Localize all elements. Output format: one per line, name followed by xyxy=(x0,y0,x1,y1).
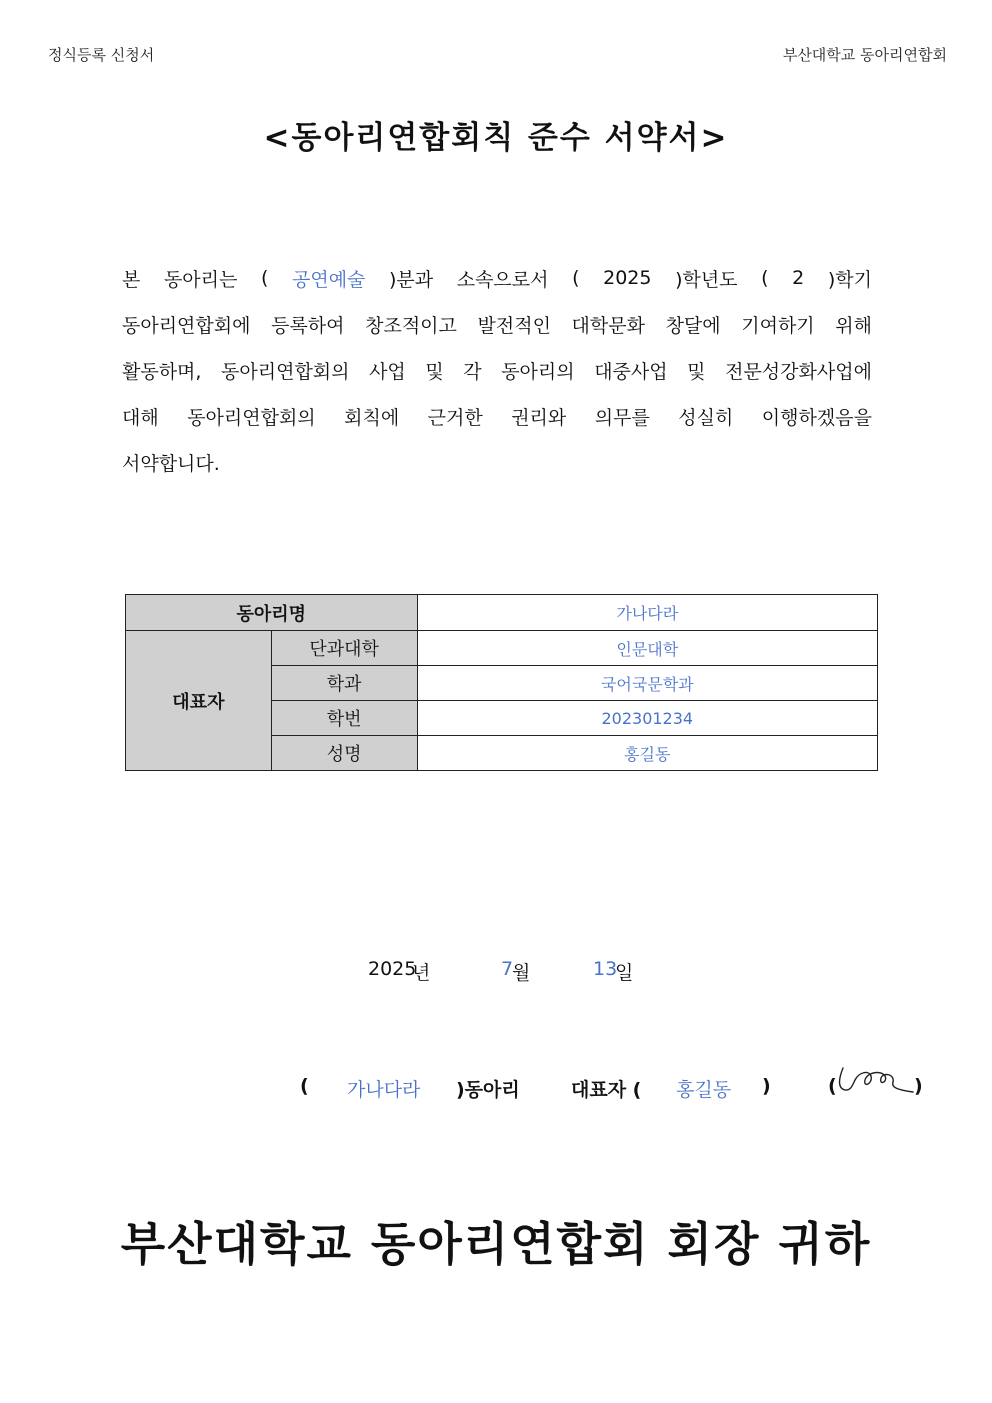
pledge-word: 본 xyxy=(122,268,141,291)
pledge-word: 각 xyxy=(463,360,482,383)
table-row xyxy=(126,595,878,631)
pledge-word: 동아리연합회에 xyxy=(122,314,251,337)
club-suffix: )동아리 xyxy=(456,1079,520,1101)
pledge-word: ( xyxy=(260,267,269,289)
pledge-word: 창조적이고 xyxy=(365,314,457,337)
student-id-value[interactable]: 202301234 xyxy=(417,701,877,736)
pledge-word: 전문성강화사업에 xyxy=(725,360,872,383)
club-name-label: 동아리명 xyxy=(126,595,418,631)
department-label: 학과 xyxy=(271,666,417,701)
pledge-word: 동아리는 xyxy=(163,268,238,291)
pledge-word: )분과 xyxy=(389,268,434,291)
pledge-word: 회칙에 xyxy=(344,406,400,429)
signature-paren-close: ) xyxy=(914,1075,923,1097)
pledge-line-4 xyxy=(122,393,872,439)
pledge-word: 대학문화 xyxy=(571,314,645,337)
club-name-value[interactable]: 가나다라 xyxy=(417,595,877,631)
pledge-word: 대해 xyxy=(122,406,159,429)
year-unit: 년 xyxy=(412,962,431,984)
day-value[interactable]: 13 xyxy=(593,958,618,980)
college-value[interactable]: 인문대학 xyxy=(417,631,877,666)
pledge-word: )학년도 xyxy=(675,268,738,291)
division-field[interactable]: 공연예술 xyxy=(291,268,366,291)
handwritten-signature[interactable] xyxy=(835,1062,915,1098)
pledge-word: 등록하여 xyxy=(271,314,345,337)
pledge-word: 활동하며, xyxy=(122,360,202,383)
pledge-word: 의무를 xyxy=(594,406,650,429)
pledge-word: ( xyxy=(572,267,580,289)
department-value[interactable]: 국어국문학과 xyxy=(417,666,877,701)
pledge-paragraph xyxy=(122,255,872,485)
pledge-word: 권리와 xyxy=(511,406,567,429)
pledge-word: 동아리의 xyxy=(501,360,575,383)
header-left: 정식등록 신청서 xyxy=(48,46,155,64)
pledge-word: 사업 xyxy=(369,360,406,383)
sign-club-value[interactable]: 가나다라 xyxy=(347,1079,421,1101)
semester-field[interactable]: 2 xyxy=(792,267,805,289)
table-row xyxy=(126,631,878,666)
sign-name-value[interactable]: 홍길동 xyxy=(676,1079,732,1101)
pledge-line-1 xyxy=(122,255,872,301)
pledge-word: 소속으로서 xyxy=(456,268,549,291)
college-label: 단과대학 xyxy=(271,631,417,666)
pledge-word: )학기 xyxy=(827,268,872,291)
pledge-word: 및 xyxy=(687,360,706,383)
pledge-word: 근거한 xyxy=(427,406,483,429)
student-id-label: 학번 xyxy=(271,701,417,736)
pledge-word: 성실히 xyxy=(678,406,734,429)
paren-open: ( xyxy=(300,1075,309,1097)
paren-close: ) xyxy=(762,1075,771,1097)
rep-label: 대표자 ( xyxy=(571,1079,642,1101)
pledge-word: 동아리연합회의 xyxy=(221,360,350,383)
month-unit: 월 xyxy=(512,962,531,984)
year-value[interactable]: 2025 xyxy=(368,958,417,980)
pledge-line-3 xyxy=(122,347,872,393)
header-right: 부산대학교 동아리연합회 xyxy=(782,46,947,64)
pledge-word: 위해 xyxy=(835,314,872,337)
pledge-word: 및 xyxy=(425,360,444,383)
pledge-word: 서약합니다. xyxy=(122,452,220,475)
pledge-word: 발전적인 xyxy=(477,314,551,337)
pledge-word: 기여하기 xyxy=(741,314,815,337)
pledge-word: ( xyxy=(761,267,769,289)
pledge-word: 창달에 xyxy=(665,314,721,337)
addressee: 부산대학교 동아리연합회 회장 귀하 xyxy=(120,1217,872,1271)
pledge-word: 대중사업 xyxy=(594,360,668,383)
pledge-line-5 xyxy=(122,439,872,485)
name-label: 성명 xyxy=(271,736,417,771)
year-field[interactable]: 2025 xyxy=(603,267,652,289)
representative-label: 대표자 xyxy=(126,631,272,771)
club-info-table xyxy=(125,594,878,771)
pledge-word: 이행하겠음을 xyxy=(761,406,872,429)
pledge-word: 동아리연합회의 xyxy=(187,406,316,429)
name-value[interactable]: 홍길동 xyxy=(417,736,877,771)
day-unit: 일 xyxy=(615,962,634,984)
month-value[interactable]: 7 xyxy=(501,958,514,980)
signature-paren-open: ( xyxy=(828,1075,837,1097)
pledge-line-2 xyxy=(122,301,872,347)
document-title: <동아리연합회칙 준수 서약서> xyxy=(263,120,729,156)
